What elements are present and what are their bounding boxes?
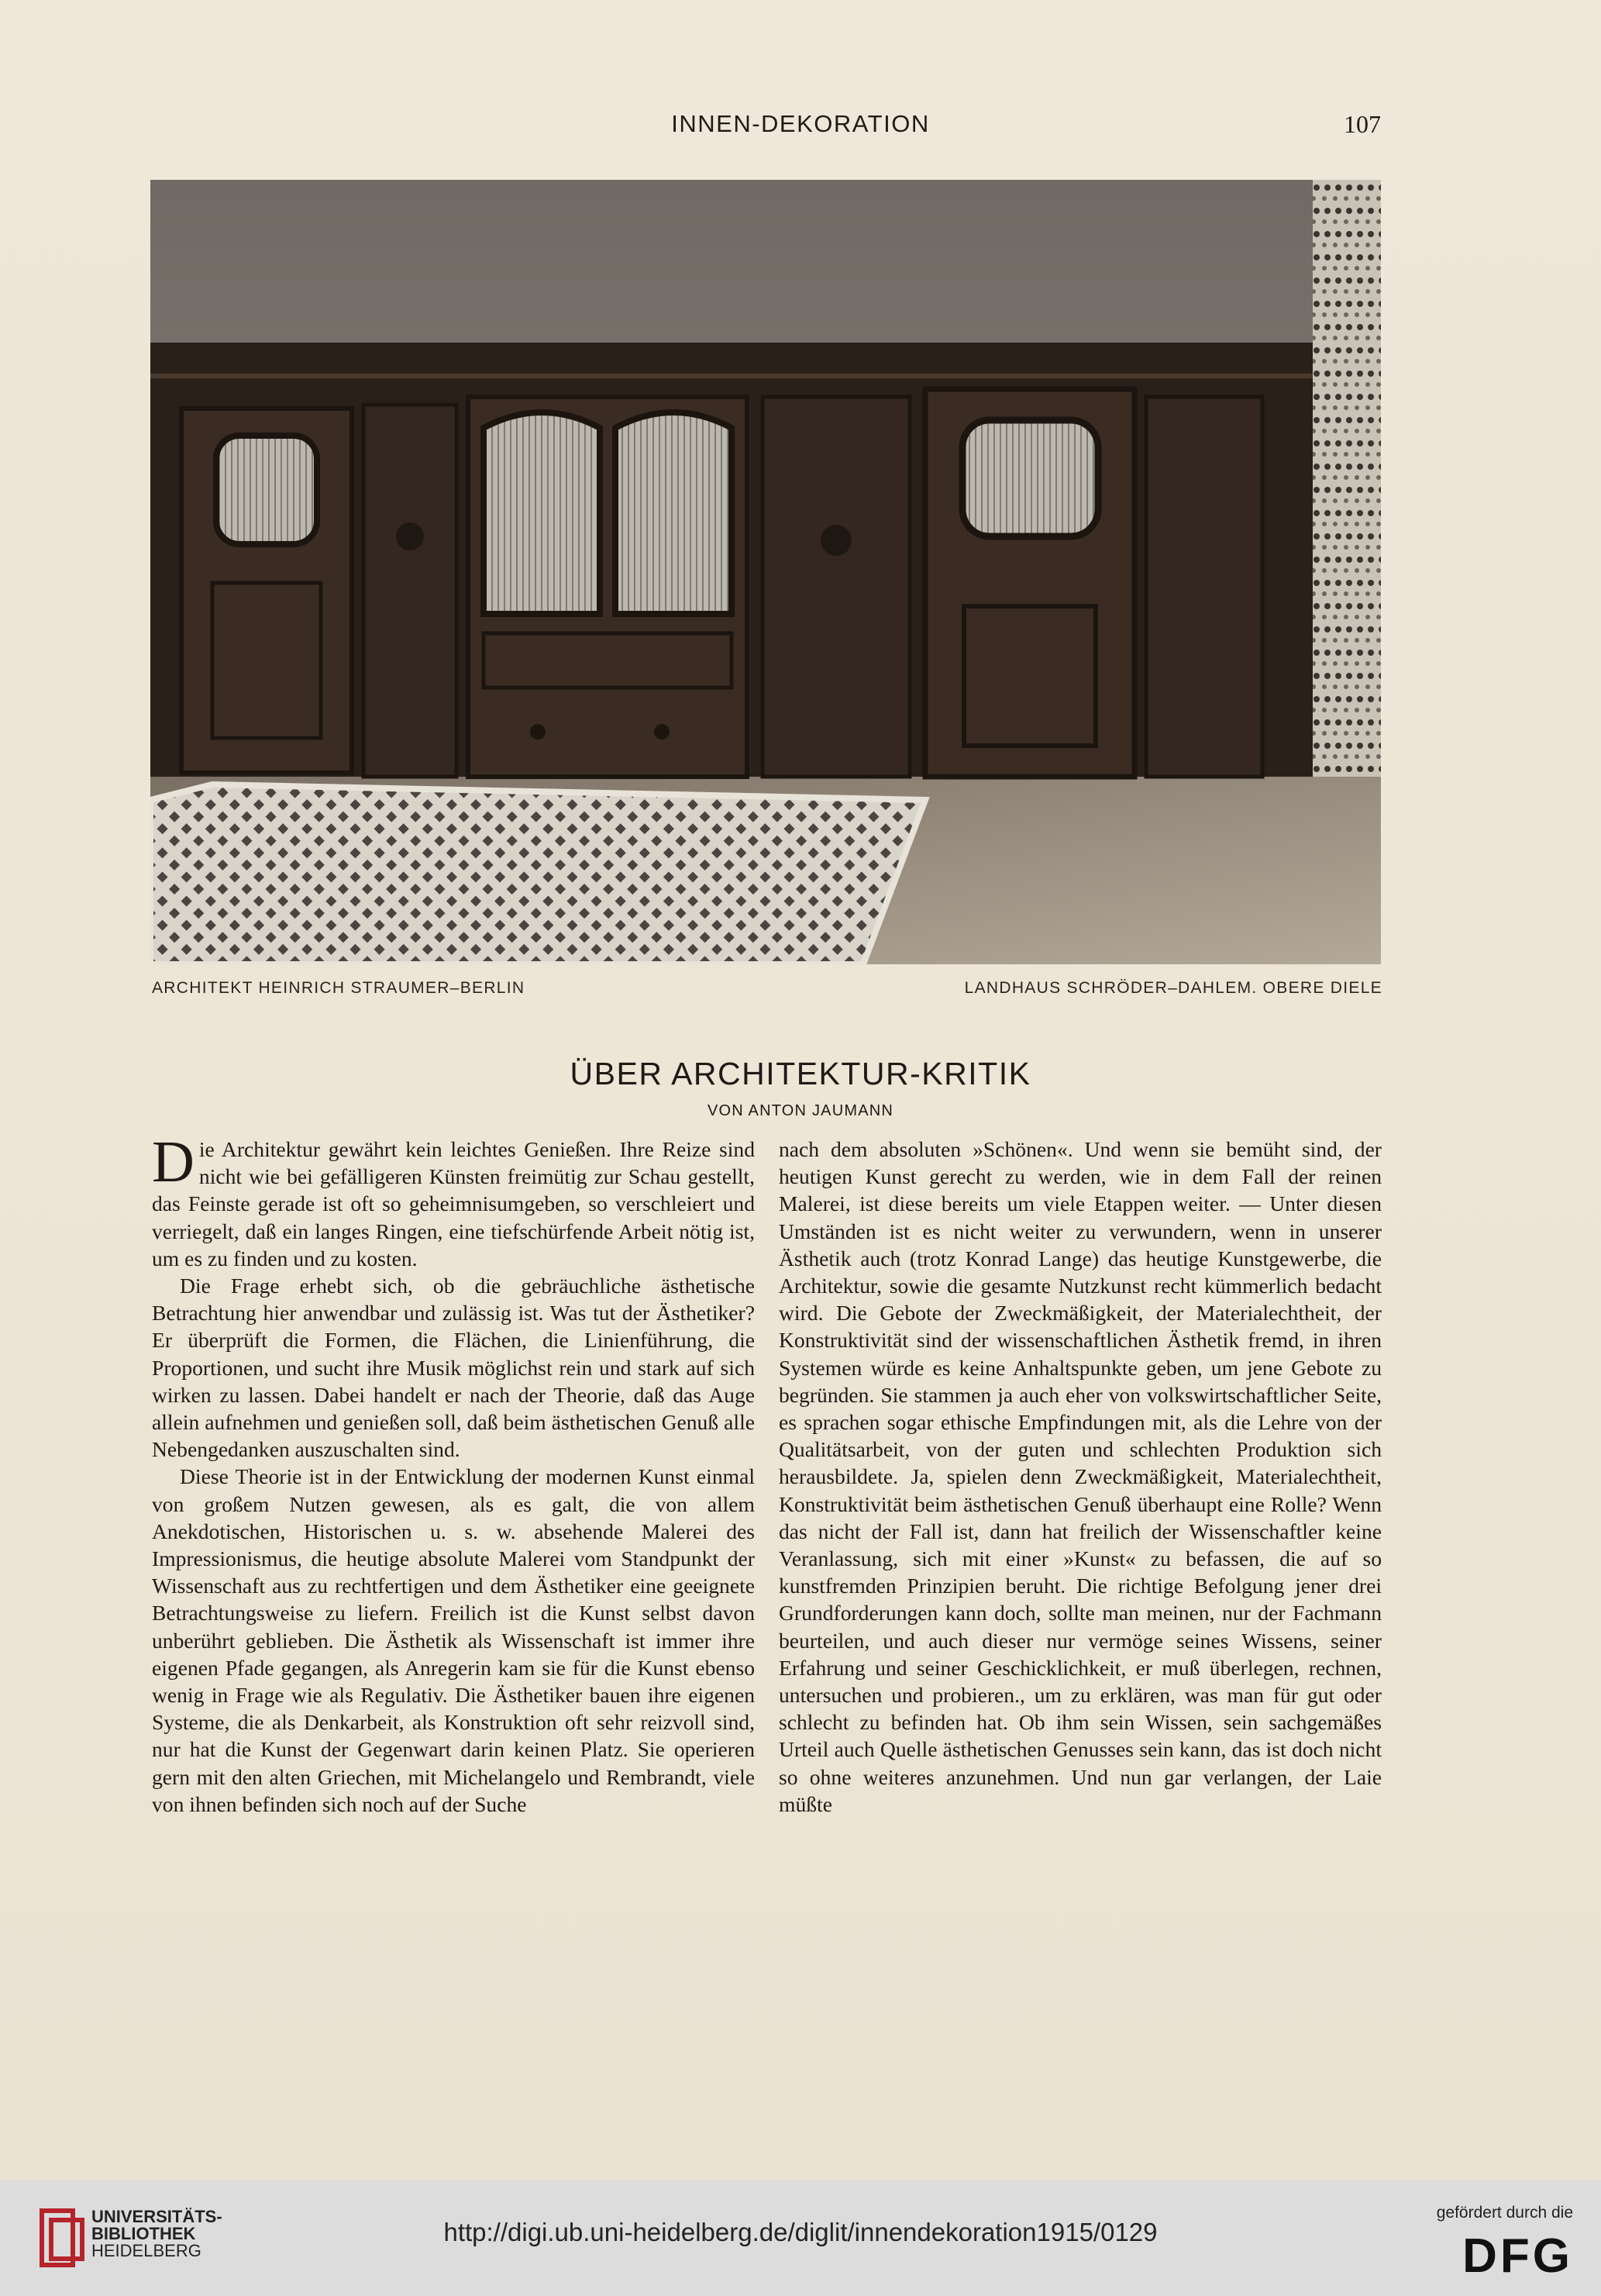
interior-photograph bbox=[150, 180, 1381, 964]
photo-caption-location: LANDHAUS SCHRÖDER–DAHLEM. OBERE DIELE bbox=[964, 979, 1382, 997]
paragraph: Die Architektur gewährt kein leichtes Genießen. Ihre Reize sind nicht wie bei gefälligeren Künsten freimütig zur Schau gestellt, das Feinste gerade ist oft so geheimnisumgeben, so verschleiert und verriegelt, daß ein langes Ringen, eine tiefschürfende Arbeit nötig ist, um es zu finden und zu kosten. bbox=[152, 1129, 755, 1270]
dfg-logo: DFG bbox=[1462, 2229, 1573, 2283]
library-name: UNIVERSITÄTS- BIBLIOTHEK HEIDELBERG bbox=[91, 2207, 222, 2260]
text-column-right bbox=[779, 1136, 1382, 1818]
article-title: ÜBER ARCHITEKTUR-KRITIK bbox=[570, 1056, 1031, 1091]
running-header bbox=[0, 110, 1601, 141]
page-number: 107 bbox=[1344, 110, 1381, 138]
funding-note: gefördert durch die bbox=[1436, 2204, 1573, 2222]
journal-title: INNEN-DEKORATION bbox=[671, 110, 930, 137]
paragraph: Diese Theorie ist in der Entwicklung der modernen Kunst einmal von großem Nutzen gewesen, als es galt, die von allem Anekdotischen, Historischen u. s. w. absehende Malerei des Impressionismus, die heutige absolute Malerei vom Standpunkt der Wissenschaft aus zu rechtfertigen und dem Ästhetiker eine geeignete Betrachtungsweise zu liefern. Freilich ist die Kunst selbst davon unberührt geblieben. Die Ästhetik als Wissenschaft ist immer ihre eigenen Pfade gegangen, als Anregerin kam sie für die Kunst ebenso wenig in Frage wie als Regulativ. Die Ästhetiker bauen ihre eigenen Systeme, die als Denkarbeit, als Konstruktion oft sehr reizvoll sind, nur hat die Kunst der Gegenwart darin keinen Platz. Sie operieren gern mit den alten Griechen, mit Michelangelo und Rembrandt, viele von ihnen befinden sich noch auf der Suche bbox=[152, 1464, 755, 1816]
permalink-url[interactable]: http://digi.ub.uni-heidelberg.de/diglit/innendekoration1915/0129 bbox=[443, 2218, 1158, 2246]
text-column-left bbox=[152, 1129, 755, 1818]
article-byline: VON ANTON JAUMANN bbox=[707, 1102, 894, 1119]
paragraph: nach dem absoluten »Schönen«. Und wenn sie bemüht sind, der heutigen Kunst gerecht zu werden, wie in dem Fall der reinen Malerei, ist diese bereits um viele Etappen weiter. — Unter diesen Umständen ist es nicht weiter zu verwundern, wenn in unserer Ästhetik auch (trotz Konrad Lange) das heutige Kunstgewerbe, die Architektur, sowie die gesamte Nutzkunst recht kümmerlich bedacht wird. Die Gebote der Zweckmäßigkeit, der Materialechtheit, der Konstruktivität sind der wissenschaftlichen Ästhetik fremd, in ihren Systemen würde es keine Anhaltspunkte geben, um jene Gebote zu begründen. Sie stammen ja auch eher von volkswirtschaftlicher Seite, es sprachen sogar ethische Empfindungen mit, als die Lehre von der Qualitätsarbeit, von der guten und schlechten Produktion sich herausbildete. Ja, spielen denn Zweckmäßigkeit, Materialechtheit, Konstruktivität beim ästhetischen Genuß überhaupt eine Rolle? Wenn das nicht der Fall ist, dann hat freilich der Wissenschaftler keine Veranlassung, sich mit einer »Kunst« zu befassen, die auf so kunstfremden Prinzipien beruht. Die richtige Befolgung jener drei Grundforderungen kann doch, sollte man meinen, nur der Fachmann beurteilen, und auch dieser nur vermöge seines Wissens, seiner Erfahrung und seiner Geschicklichkeit, er muß überlegen, rechnen, untersuchen und probieren., um zu erklären, was man für gut oder schlecht zu befinden hat. Ob ihm sein Wissen, sein sachgemäßes Urteil auch Quelle ästhetischen Genusses sein kann, das ist doch nicht so ohne weiteres anzunehmen. Und nun gar verlangen, der Laie müßte bbox=[779, 1137, 1382, 1816]
drop-cap: D bbox=[152, 1129, 195, 1195]
photo-credit-architect: ARCHITEKT HEINRICH STRAUMER–BERLIN bbox=[152, 979, 525, 997]
paragraph: Die Frage erhebt sich, ob die gebräuchliche ästhetische Betrachtung hier anwendbar und zulässig ist. Was tut der Ästhetiker? Er überprüft die Formen, die Flächen, die Linienführung, die Proportionen, und sucht ihre Musik möglichst rein und stark auf sich wirken zu lassen. Dabei handelt er nach der Theorie, daß das Auge allein aufnehmen und genießen soll, daß beim ästhetischen Genuß alle Nebengedanken auszuschalten sind. bbox=[152, 1274, 755, 1462]
digitization-footer bbox=[0, 2181, 1601, 2296]
